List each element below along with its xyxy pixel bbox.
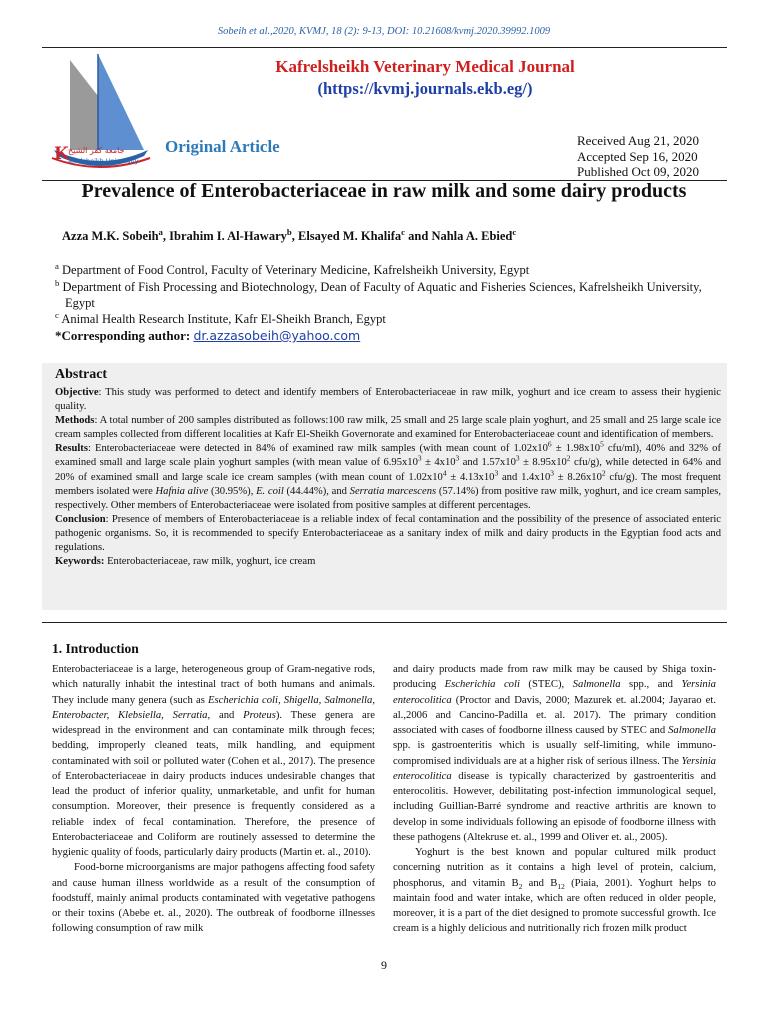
species: Hafnia alive — [155, 485, 209, 497]
affil-mark: c — [55, 309, 59, 320]
journal-url[interactable]: (https://kvmj.journals.ekb.eg/) — [317, 79, 533, 98]
subscript: 2 — [518, 881, 523, 891]
species: Salmonella — [668, 725, 716, 736]
text: (57.14%) from positive raw milk, yoghurt, and ice cream samples, respectively. Other members of Enterobacteriaceae were isolated from positive samples at different percentages. — [55, 485, 722, 511]
text: and 1.4x10 — [498, 471, 551, 483]
exp: 5 — [600, 439, 604, 449]
corr-label: *Corresponding author: — [55, 328, 194, 343]
article-type: Original Article — [165, 137, 280, 156]
exp: 3 — [515, 453, 520, 463]
pm: ± — [523, 457, 529, 469]
text: : Presence of members of Enterobacteriaceae is a reliable index of fecal contamination and the possibility of the presence of associated enteric pathogenic organisms. So, it is recommended to specify Enterobacteriaceae as a sanitary index of milk and dairy products in the Egyptian food acts and regulations. — [55, 513, 721, 554]
text: : Enterobacteriaceae were detected in 84% of examined raw milk samples (with mean count of 1.02x10 — [87, 443, 548, 455]
article-title: Prevalence of Enterobacteriaceae in raw milk and some dairy products — [81, 180, 687, 202]
text: cfu/ml), 40% and 32% of examined small and large scale plain yoghurt samples (with mean value of 6.95x10 — [55, 443, 722, 469]
text: spp. is gastroenteritis which is usually self-limiting, while immuno-compromised individuals are at a higher risk of serious illness. The — [393, 740, 716, 767]
text: and — [210, 709, 244, 721]
species: Yersinia enterocolitica — [393, 679, 716, 706]
text: Enterobacteriaceae is a large, heterogeneous group of Gram-negative rods, which naturally inhabit the intestinal tract of both humans and animals. They include many genera (such as — [52, 664, 375, 706]
author-name: Nahla A. Ebied — [431, 229, 513, 243]
intro-paragraph-2: Food-borne microorganisms are major pathogens affecting food safety and cause human illness worldwide as a result of the consumption of foodstuff, mainly animal products contaminated with vegetative pathogens or their toxins (Abebe et. al., 2020). The outbreak of foodborne illnesses following consumption of raw milk — [52, 862, 375, 935]
label: Methods — [55, 415, 95, 427]
text: cfu/g), while detected in 64% and 20% of examined small and large scale ice cream samples (with mean count of 1.02x10 — [55, 457, 721, 483]
text: : This study was performed to detect and identify members of Enterobacteriaceae in raw milk, yoghurt and ice cream to assess their hygienic quality. — [55, 387, 721, 413]
author-affil-mark: c — [512, 226, 517, 237]
abstract-results — [55, 439, 722, 512]
species: Yersinia enterocolitica — [393, 755, 716, 782]
affiliation-b — [55, 279, 735, 311]
affil-mark: a — [55, 260, 59, 271]
affil-mark: b — [55, 277, 60, 288]
received-date: Received Aug 21, 2020 — [577, 133, 700, 148]
subscript: 12 — [557, 881, 565, 891]
text: and dairy products made from raw milk may be caused by Shiga toxin-producing — [393, 664, 716, 691]
pm: ± — [557, 471, 564, 483]
text: (Piaia, 2001). Yoghurt helps to maintain food and water intake, which are often reduced in older people, moreover, it is a part of the diet designed to promote successful growth. Ice cream is a highly delicious and nutritionally rich frozen milk product — [393, 877, 716, 935]
text: disease is typically characterized by gastroenteritis and enterocolitis. However, debilitating post-infection immunological sequel, including Guillian-Barré syndrome and reactive arthritis are known to develop in some individuals following an episode of foodborne illness with these pathogens (Altekruse et. al., 1999 and Oliver et. al., 2005). — [393, 770, 716, 843]
text: (Proctor and Davis, 2000; Mazurek et. al.2004; Jayarao et. al.,2006 and Cancino-Padilla et. al. 2017). The primary condition associated with cases of foodborne illness caused by STEC and — [393, 694, 716, 736]
species: E. coil — [256, 485, 284, 497]
text: ). These genera are widespread in the environment and can contaminate milk through feces; bedding, improperly cleaned teats, milk handling, and equipment contaminated with soil or polluted water (Cohen et al., 2017). The presence of Enterobacteriaceae in dairy products induces undesirable changes that lead the product of inferior quality, unmarketable, and unfit for human consumption. Moreover, their presence is frequently considered as a reliable index of fecal contamination. Therefore, the presence of Enterobacteriaceae and Coliform are routinely assessed to determine the hygienic quality of foods, particularly dairy products (Martin et. al., 2010). — [52, 709, 375, 858]
genera: Proteus — [243, 709, 276, 721]
published-date: Published Oct 09, 2020 — [577, 164, 700, 179]
article-dates — [577, 133, 699, 180]
exp: 2 — [566, 453, 571, 463]
corresponding-author — [55, 328, 360, 344]
text: Yoghurt is the best known and popular cultured milk product concerning nutrition as it contains a high level of protein, calcium, phosphorus, and vitamin B — [393, 847, 716, 889]
section-heading-introduction: 1. Introduction — [52, 641, 139, 656]
logo-text-block — [54, 146, 152, 170]
abstract-conclusion — [55, 513, 721, 555]
abstract-body — [55, 386, 721, 569]
exp: 3 — [494, 468, 499, 478]
citation-line: Sobeih et al.,2020, KVMJ, 18 (2): 9-13, DOI: 10.21608/kvmj.2020.39992.1009 — [217, 26, 551, 37]
intro-paragraph-3 — [393, 662, 716, 845]
abstract-bottom-rule — [42, 622, 727, 623]
author-affil-mark: a — [158, 226, 163, 237]
author-list: Azza M.K. Sobeih$^a$, Ibrahim I. Al-Hawary$^b$, Elsayed M. Khalifa$^c$ and Nahla A. Ebied$^c$ — [62, 226, 517, 243]
genera: Escherichia coli, Shigella, Salmonella, Enterobacter, Klebsiella, Serratia, — [52, 694, 375, 721]
text: : A total number of 200 samples distributed as follows:100 raw milk, 25 small and 25 large scale plain yoghurt, and 25 small and 25 large scale ice cream samples collected from different localities at Kafr El-Sheikh Governorate and examined for Enterobacteriaceae count and identification of members. — [55, 415, 721, 441]
pm: ± — [555, 443, 562, 455]
logo-sail-blue — [98, 54, 144, 150]
affil-text: Animal Health Research Institute, Kafr El-Sheikh Branch, Egypt — [58, 312, 386, 326]
exp: 3 — [455, 453, 460, 463]
affil-text: Department of Food Control, Faculty of Veterinary Medicine, Kafrelsheikh University, Egypt — [58, 263, 530, 277]
label: Objective — [55, 387, 99, 398]
author-name: Azza M.K. Sobeih — [62, 229, 159, 243]
left-column — [52, 662, 375, 937]
label: Keywords: — [55, 556, 105, 568]
author-name: Elsayed M. Khalifa — [298, 229, 402, 243]
logo-english-text: afrelsheikh University — [68, 157, 139, 165]
abstract-keywords — [55, 555, 721, 569]
author-conjunction: and — [405, 229, 432, 243]
affil-text: Egypt — [65, 296, 95, 310]
author-name: Ibrahim I. Al-Hawary — [169, 229, 287, 243]
exp: 4 — [442, 468, 447, 478]
text: 4x10 — [430, 457, 456, 469]
exp: 3 — [550, 468, 554, 478]
text: 1.98x10 — [561, 443, 601, 455]
right-column — [393, 662, 716, 937]
affiliation-a — [55, 262, 735, 278]
exp: 3 — [417, 453, 422, 463]
affil-text: Department of Fish Processing and Biotechnology, Dean of Faculty of Aquatic and Fisheries Sciences, Kafrelsheikh University, — [59, 280, 702, 294]
pm: ± — [450, 471, 457, 483]
abstract-objective — [55, 386, 721, 414]
corresponding-email-link[interactable]: dr.azzasobeih@yahoo.com — [193, 328, 361, 343]
text: (30.95%), — [208, 485, 257, 497]
accepted-date: Accepted Sep 16, 2020 — [577, 148, 698, 164]
text: 8.26x10 — [563, 471, 602, 483]
intro-paragraph-4 — [393, 845, 716, 937]
text: (44.44%), and — [283, 485, 350, 497]
text: cfu/g). The most frequent members isolated were — [55, 471, 721, 497]
author-affil-mark: c — [401, 226, 406, 237]
text: Enterobacteriaceae, raw milk, yoghurt, ice cream — [104, 556, 316, 568]
text: and 1.57x10 — [459, 457, 516, 469]
text: and B — [522, 877, 558, 889]
text: spp., and — [620, 679, 682, 691]
pm: ± — [425, 457, 431, 469]
journal-name: Kafrelsheikh Veterinary Medical Journal — [275, 57, 575, 76]
abstract-heading: Abstract — [55, 367, 108, 382]
exp: 6 — [547, 439, 552, 449]
species: Salmonella — [572, 679, 621, 691]
intro-paragraph-1 — [52, 662, 375, 860]
label: Conclusion — [55, 513, 106, 525]
species: Escherichia coli — [444, 679, 520, 691]
text: (STEC), — [519, 679, 573, 691]
author-affil-mark: b — [286, 226, 292, 237]
species: Serratia marcescens — [349, 485, 437, 497]
text: 8.95x10 — [528, 457, 567, 469]
logo-arabic-text: جامعة كفر الشيخ — [68, 146, 125, 155]
label: Results — [55, 443, 88, 455]
abstract-methods — [55, 414, 721, 442]
exp: 2 — [601, 468, 606, 478]
logo-letter: K — [54, 144, 69, 164]
text: 4.13x10 — [456, 471, 495, 483]
affiliation-c — [55, 311, 735, 327]
page-number: 9 — [381, 958, 387, 972]
